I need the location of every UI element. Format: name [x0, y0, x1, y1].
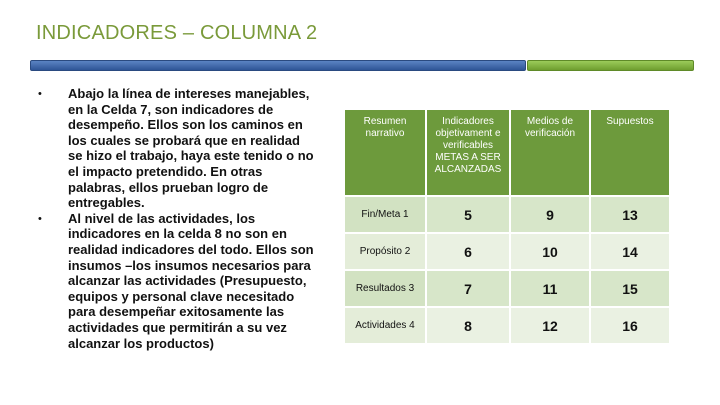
row-label: Propósito 2	[345, 234, 425, 269]
table-cell: 14	[591, 234, 669, 269]
table-cell: 7	[427, 271, 509, 306]
table-cell: 13	[591, 197, 669, 232]
table-row	[345, 197, 669, 232]
bullet-icon: •	[38, 212, 42, 225]
table-cell: 9	[511, 197, 589, 232]
bullet-text: Abajo la línea de intereses manejables, en la Celda 7, son indicadores de desempeño. Ellos son los caminos en los cuales se probará que en realidad se hizo el trabajo, haya este tenido o no el impacto pretendido. En otras palabras, ellos prueban logro de entregables.	[68, 86, 314, 211]
bullet-text: Al nivel de las actividades, los indicadores en la celda 8 no son en realidad indicadores del todo. Ellos son insumos –los insumos necesarios para alcanzar las actividades (Presupuesto, equipos y personal clave necesitado para desempeñar exitosamente las actividades que permitirán a su vez alcanzar los productos)	[68, 210, 314, 351]
table-cell: 15	[591, 271, 669, 306]
row-label: Resultados 3	[345, 271, 425, 306]
bullet-item	[36, 211, 316, 351]
table-cell: 16	[591, 308, 669, 343]
bullet-icon: •	[38, 88, 42, 100]
divider-bar-blue	[30, 60, 526, 71]
table-row	[345, 308, 669, 343]
bullet-item	[36, 86, 316, 211]
table-cell: 5	[427, 197, 509, 232]
row-label: Fin/Meta 1	[345, 197, 425, 232]
divider-bar-green	[527, 60, 694, 71]
header-cell-resumen: Resumen narrativo	[345, 110, 425, 195]
table-cell: 6	[427, 234, 509, 269]
table-cell: 8	[427, 308, 509, 343]
bullet-list	[36, 86, 316, 351]
table-header-row	[345, 110, 669, 195]
table-row	[345, 234, 669, 269]
header-cell-medios: Medios de verificación	[511, 110, 589, 195]
table-cell: 11	[511, 271, 589, 306]
logframe-table	[343, 108, 671, 345]
table-cell: 12	[511, 308, 589, 343]
row-label: Actividades 4	[345, 308, 425, 343]
table-row	[345, 271, 669, 306]
table-cell: 10	[511, 234, 589, 269]
page-title: INDICADORES – COLUMNA 2	[36, 22, 318, 44]
header-cell-supuestos: Supuestos	[591, 110, 669, 195]
header-cell-indicadores: Indicadores objetivament e verificables METAS A SER ALCANZADAS	[427, 110, 509, 195]
